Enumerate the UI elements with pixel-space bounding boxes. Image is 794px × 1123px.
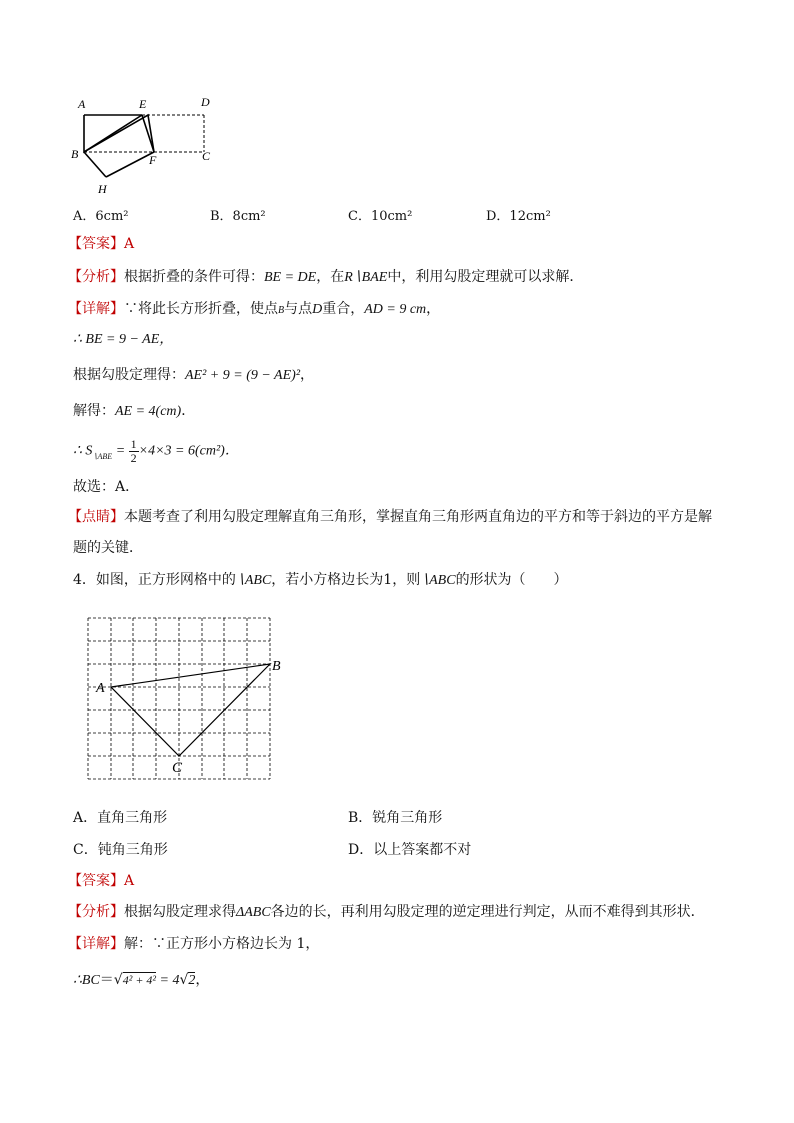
q3-step-4-eq: =	[112, 443, 129, 459]
q3-analysis-eq: BE = DE	[264, 270, 317, 285]
q4-answer-value: A	[124, 873, 135, 889]
q4-bc-result: = 4	[156, 973, 180, 988]
q3-choose: 故选：A．	[73, 479, 140, 495]
q4-stem	[73, 570, 568, 591]
q3-analysis-triangle: R∖BAE	[344, 270, 388, 285]
q3-analysis-tag: 【分析】	[68, 269, 124, 285]
q3-option-c[interactable]: C．10cm²	[348, 209, 413, 224]
q4-bc-eq: ＝	[99, 972, 114, 988]
label-D: D	[201, 95, 210, 109]
q3-detail-text-4: ，	[426, 301, 441, 317]
q4-option-d[interactable]: D．以上答案都不对	[348, 842, 472, 858]
q4-option-b[interactable]: B．锐角三角形	[348, 810, 443, 826]
grid-label-B: B	[272, 659, 281, 674]
label-H: H	[98, 182, 107, 196]
sqrt-icon-2: √	[179, 972, 189, 988]
q3-point-cont: 题的关键．	[73, 540, 143, 556]
q4-bc-radicand: 4² + 4²	[122, 973, 157, 987]
q3-detail-text-2: 与点	[284, 301, 313, 317]
q3-answer	[68, 234, 134, 254]
q3-answer-value: A	[124, 236, 135, 252]
label-F: F	[149, 153, 157, 167]
q3-step-1: ∴ BE = 9 − AE，	[73, 332, 174, 347]
q3-step-4	[73, 438, 239, 465]
q4-answer	[68, 871, 134, 891]
q3-step-4-punct: ．	[224, 443, 239, 459]
q4-bc-line	[73, 970, 209, 991]
q3-step-2-punct: ，	[300, 367, 315, 383]
q4-stem-triangle: ∖ABC	[235, 573, 272, 588]
q3-analysis-text-2: ，在	[316, 269, 345, 285]
q4-analysis-triangle: ΔABC	[236, 905, 271, 920]
q3-option-d[interactable]: D．12cm²	[486, 209, 551, 224]
sqrt-icon: √	[113, 972, 123, 988]
q3-detail-tag: 【详解】	[68, 301, 124, 317]
q3-step-3-punct: ．	[181, 403, 196, 419]
q4-stem-triangle-2: ∖ABC	[420, 573, 456, 588]
q4-analysis	[68, 902, 705, 923]
q4-bc-label: ∴BC	[73, 973, 100, 988]
q3-step-3-text: 解得：	[73, 403, 115, 419]
q3-point-tag: 【点睛】	[68, 509, 124, 525]
q3-step-4-calc: ×4×3 = 6(cm²)	[138, 443, 225, 459]
q3-detail-point-b: B	[278, 305, 285, 316]
q3-fraction	[129, 438, 139, 465]
q3-fraction-den: 2	[130, 451, 137, 465]
q4-bc-radicand-2: 2	[188, 973, 196, 988]
q4-stem-text: 4．如图，正方形网格中的	[73, 572, 236, 588]
q3-step-4-sub: ∖ABE	[92, 451, 113, 461]
q3-step-2-text: 根据勾股定理得：	[73, 367, 185, 383]
q3-detail-text-3: 重合，	[322, 301, 365, 317]
q3-answer-tag: 【答案】	[68, 236, 124, 252]
label-A: A	[78, 97, 86, 111]
q4-bc-punct: ，	[195, 972, 210, 988]
q4-stem-text-2: ，若小方格边长为1，则	[271, 572, 421, 588]
q3-step-3	[73, 401, 195, 422]
q3-point	[68, 507, 712, 527]
grid-label-C: C	[172, 760, 183, 776]
q4-detail-tag: 【详解】	[68, 936, 124, 952]
q3-step-2-eq: AE² + 9 = (9 − AE)²	[185, 368, 301, 383]
q3-detail-ad: AD = 9 cm	[364, 302, 427, 317]
label-B: B	[71, 147, 79, 161]
q3-point-text: 本题考查了利用勾股定理解直角三角形，掌握直角三角形两直角边的平方和等于斜边的平方是解	[124, 509, 712, 525]
q3-option-b[interactable]: B．8cm²	[210, 209, 266, 224]
q3-analysis-text-3: 中，利用勾股定理就可以求解．	[387, 269, 584, 285]
q3-step-4-s: ∴ S	[73, 443, 93, 459]
q3-analysis-text: 根据折叠的条件可得：	[124, 269, 264, 285]
q4-stem-text-3: 的形状为（ ）	[455, 572, 568, 588]
q4-analysis-text: 根据勾股定理求得	[124, 904, 236, 920]
q4-analysis-tag: 【分析】	[68, 904, 124, 920]
grid-figure	[80, 612, 290, 782]
q3-option-a[interactable]: A．6cm²	[73, 209, 129, 224]
q3-fraction-num: 1	[130, 437, 137, 451]
q4-answer-tag: 【答案】	[68, 873, 124, 889]
q4-detail-text: 解：∵正方形小方格边长为 1，	[124, 936, 320, 952]
q3-analysis	[68, 267, 583, 288]
grid-lines	[88, 618, 270, 779]
q3-detail-text: ∵将此长方形折叠，使点	[124, 301, 278, 317]
q4-analysis-text-2: 各边的长，再利用勾股定理的逆定理进行判定，从而不难得到其形状．	[270, 904, 705, 920]
label-C: C	[202, 149, 211, 163]
q4-option-a[interactable]: A．直角三角形	[73, 810, 168, 826]
q3-step-3-eq: AE = 4(cm)	[115, 404, 182, 419]
q4-detail	[68, 934, 319, 954]
label-E: E	[139, 97, 147, 111]
q3-detail	[68, 299, 440, 321]
grid-label-A: A	[96, 681, 105, 696]
fold-figure	[68, 92, 228, 198]
q4-option-c[interactable]: C．钝角三角形	[73, 842, 168, 858]
q3-step-2	[73, 365, 314, 386]
q3-detail-point-d: D	[312, 302, 323, 317]
